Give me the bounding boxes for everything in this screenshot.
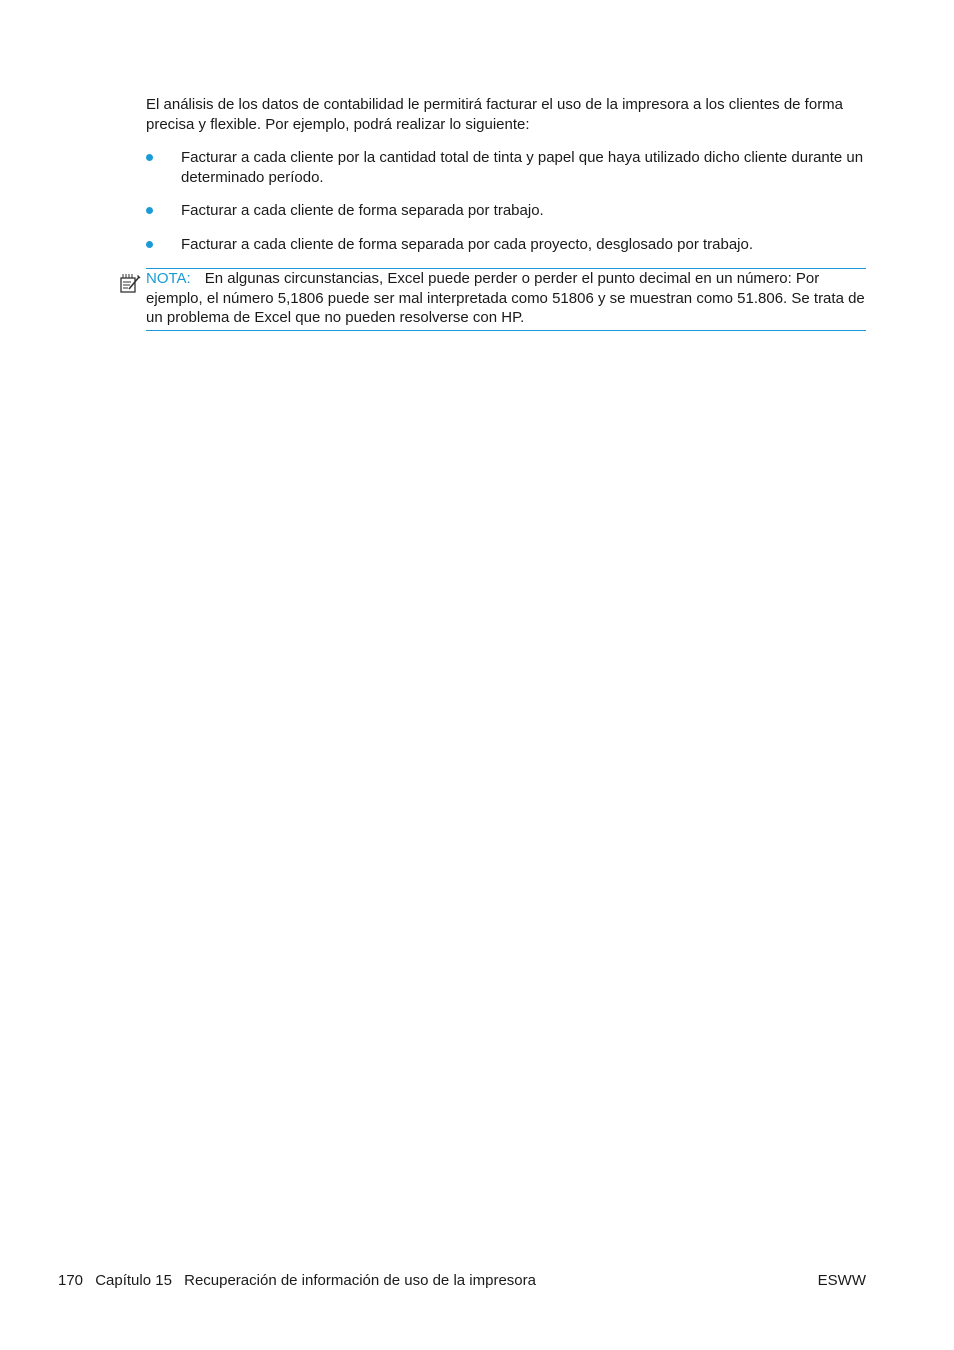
bullet-list xyxy=(146,148,866,268)
bullet-icon xyxy=(146,207,153,214)
list-item-text: Facturar a cada cliente por la cantidad total de tinta y papel que haya utilizado dicho cliente durante un determinado período. xyxy=(181,149,864,186)
footer-locale: ESWW xyxy=(817,1272,866,1289)
list-item xyxy=(146,235,866,255)
note-pad-icon xyxy=(119,272,141,294)
intro-paragraph: El análisis de los datos de contabilidad le permitirá facturar el uso de la impresora a los clientes de forma precisa y flexible. Por ejemplo, podrá realizar lo siguiente: xyxy=(146,96,844,133)
note-label: NOTA: xyxy=(146,270,191,287)
chapter-number: Capítulo 15 xyxy=(95,1272,172,1289)
list-item-text: Facturar a cada cliente de forma separada por trabajo. xyxy=(181,202,544,219)
chapter-title: Recuperación de información de uso de la impresora xyxy=(184,1272,536,1289)
list-item xyxy=(146,201,866,221)
note-box xyxy=(146,268,866,331)
note-text: En algunas circunstancias, Excel puede perder o perder el punto decimal en un número: Por ejemplo, el número 5,1806 puede ser mal interpretada como 51806 y se muestran como 51.806. Se trata de un problema de Excel que no pueden resolverse con HP. xyxy=(146,270,865,326)
page-number: 170 xyxy=(58,1272,84,1289)
bullet-icon xyxy=(146,241,153,248)
list-item-text: Facturar a cada cliente de forma separada por cada proyecto, desglosado por trabajo. xyxy=(181,235,754,253)
bullet-icon xyxy=(146,154,153,161)
list-item xyxy=(146,148,866,187)
